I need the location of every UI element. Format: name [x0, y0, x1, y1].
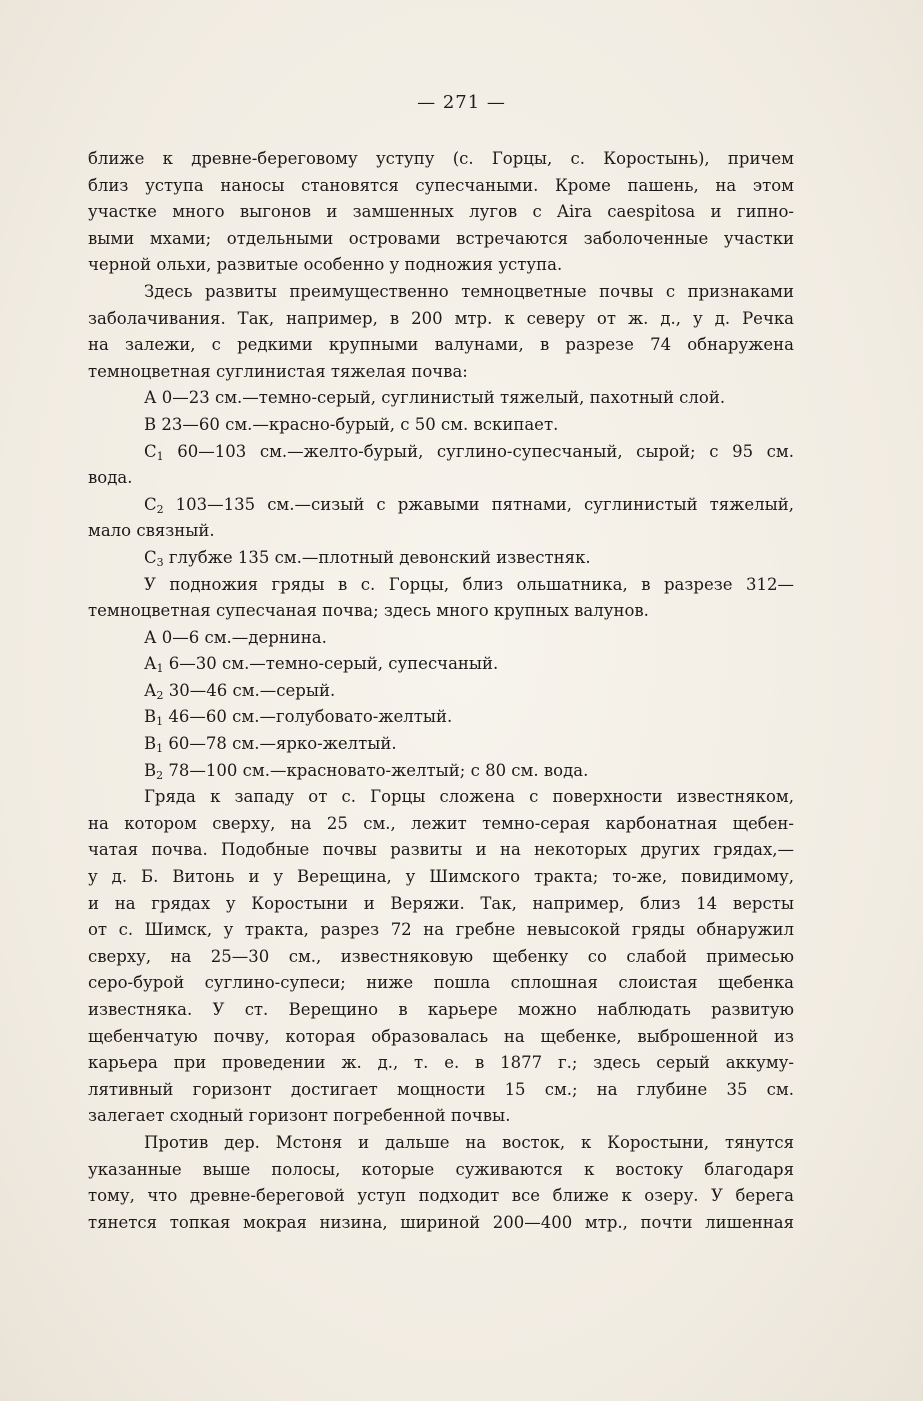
text-line: мало связный.: [88, 521, 215, 541]
page-number: — 271 —: [417, 92, 506, 113]
text-line: и на грядах у Коростыни и Веряжи. Так, например, близ 14 версты: [88, 893, 794, 913]
text-line: известняка. У ст. Верещино в карьере можно наблюдать развитую: [88, 1000, 794, 1019]
horizon-line: $А_1$ 6—30 см.—темно-серый, супесчаный.: [144, 654, 499, 676]
horizon-line: $А_2$ 30—46 см.—серый.: [144, 680, 336, 702]
text-line: выми мхами; отдельными островами встречаются заболоченные участки: [88, 228, 794, 248]
text-line: ближе к древне-береговому уступу (с. Горцы, с. Коростынь), причем: [88, 149, 794, 168]
text-line: щебенчатую почву, которая образовалась на щебенке, выброшенной из: [88, 1026, 794, 1046]
horizon-label: $С_1$: [144, 441, 164, 463]
horizon-line: А 0—23 см.—темно-серый, суглинистый тяжелый, пахотный слой.: [144, 388, 726, 408]
horizon-line: $В_1$ 46—60 см.—голубовато-желтый.: [144, 707, 453, 729]
paragraph-start-line: Гряда к западу от с. Горцы сложена с поверхности известняком,: [144, 787, 794, 807]
horizon-line: $В_2$ 78—100 см.—красновато-желтый; с 80 см. вода.: [144, 760, 589, 782]
text-line: на залежи, с редкими крупными валунами, в разрезе 74 обнаружена: [88, 335, 794, 355]
paragraph-start-line: Против дер. Мстоня и дальше на восток, к Коростыни, тянутся: [144, 1132, 794, 1152]
text-line: близ уступа наносы становятся супесчаными. Кроме пашень, на этом: [88, 175, 794, 195]
horizon-label: $В_1$: [144, 707, 164, 729]
text-line: лятивный горизонт достигает мощности 15 см.; на глубине 35 см.: [88, 1079, 794, 1099]
body-text: [88, 146, 794, 1236]
text-line: заболачивания. Так, например, в 200 мтр. к северу от ж. д., у д. Речка: [88, 308, 794, 328]
text-line: чатая почва. Подобные почвы развиты и на некоторых других грядах,—: [88, 840, 794, 860]
horizon-line: $С_3$ глубже 135 см.—плотный девонский известняк.: [144, 547, 591, 569]
text-line: участке много выгонов и замшенных лугов с Aira caespitosa и гипно-: [88, 202, 794, 222]
text-line: сверху, на 25—30 см., известняковую щебенку со слабой примесью: [88, 946, 794, 966]
text-line: вода.: [88, 468, 133, 488]
text-line: на котором сверху, на 25 см., лежит темно-серая карбонатная щебен-: [88, 813, 794, 833]
horizon-line: А 0—6 см.—дернина.: [144, 627, 327, 647]
text-line: темноцветная супесчаная почва; здесь много крупных валунов.: [88, 601, 649, 621]
text-line: темноцветная суглинистая тяжелая почва:: [88, 361, 468, 381]
text-line: черной ольхи, развитые особенно у подножия уступа.: [88, 255, 563, 275]
horizon-label: $С_2$: [144, 494, 164, 516]
text-line: у д. Б. Витонь и у Верещина, у Шимского тракта; то-же, повидимому,: [88, 867, 794, 887]
horizon-line: $В_1$ 60—78 см.—ярко-желтый.: [144, 734, 397, 756]
paragraph-start-line: У подножия гряды в с. Горцы, близ ольшатника, в разрезе 312—: [144, 574, 794, 594]
horizon-line: $С_1$ 60—103 см.—желто-бурый, суглино-супесчаный, сырой; с 95 см.: [144, 441, 794, 463]
text-line: серо-бурой суглино-супеси; ниже пошла сплошная слоистая щебенка: [88, 973, 794, 993]
horizon-label: $С_3$: [144, 547, 164, 569]
horizon-label: $А_2$: [144, 680, 164, 702]
horizon-label: $В_1$: [144, 734, 164, 756]
horizon-line: В 23—60 см.—красно-бурый, с 50 см. вскипает.: [144, 414, 559, 434]
text-line: тому, что древне-береговой уступ подходит все ближе к озеру. У берега: [88, 1186, 794, 1206]
horizon-label: $В_2$: [144, 760, 164, 782]
text-line: указанные выше полосы, которые суживаются к востоку благодаря: [88, 1159, 794, 1179]
text-line: тянется топкая мокрая низина, шириной 200—400 мтр., почти лишенная: [88, 1212, 794, 1232]
horizon-line: $С_2$ 103—135 см.—сизый с ржавыми пятнами, суглинистый тяжелый,: [144, 494, 794, 516]
paragraph-start-line: Здесь развиты преимущественно темноцветные почвы с признаками: [144, 281, 794, 301]
text-line: залегает сходный горизонт погребенной почвы.: [88, 1106, 511, 1126]
text-line: от с. Шимск, у тракта, разрез 72 на гребне невысокой гряды обнаружил: [88, 920, 794, 940]
text-line: карьера при проведении ж. д., т. е. в 1877 г.; здесь серый аккуму-: [88, 1053, 794, 1073]
horizon-label: $А_1$: [144, 654, 164, 676]
